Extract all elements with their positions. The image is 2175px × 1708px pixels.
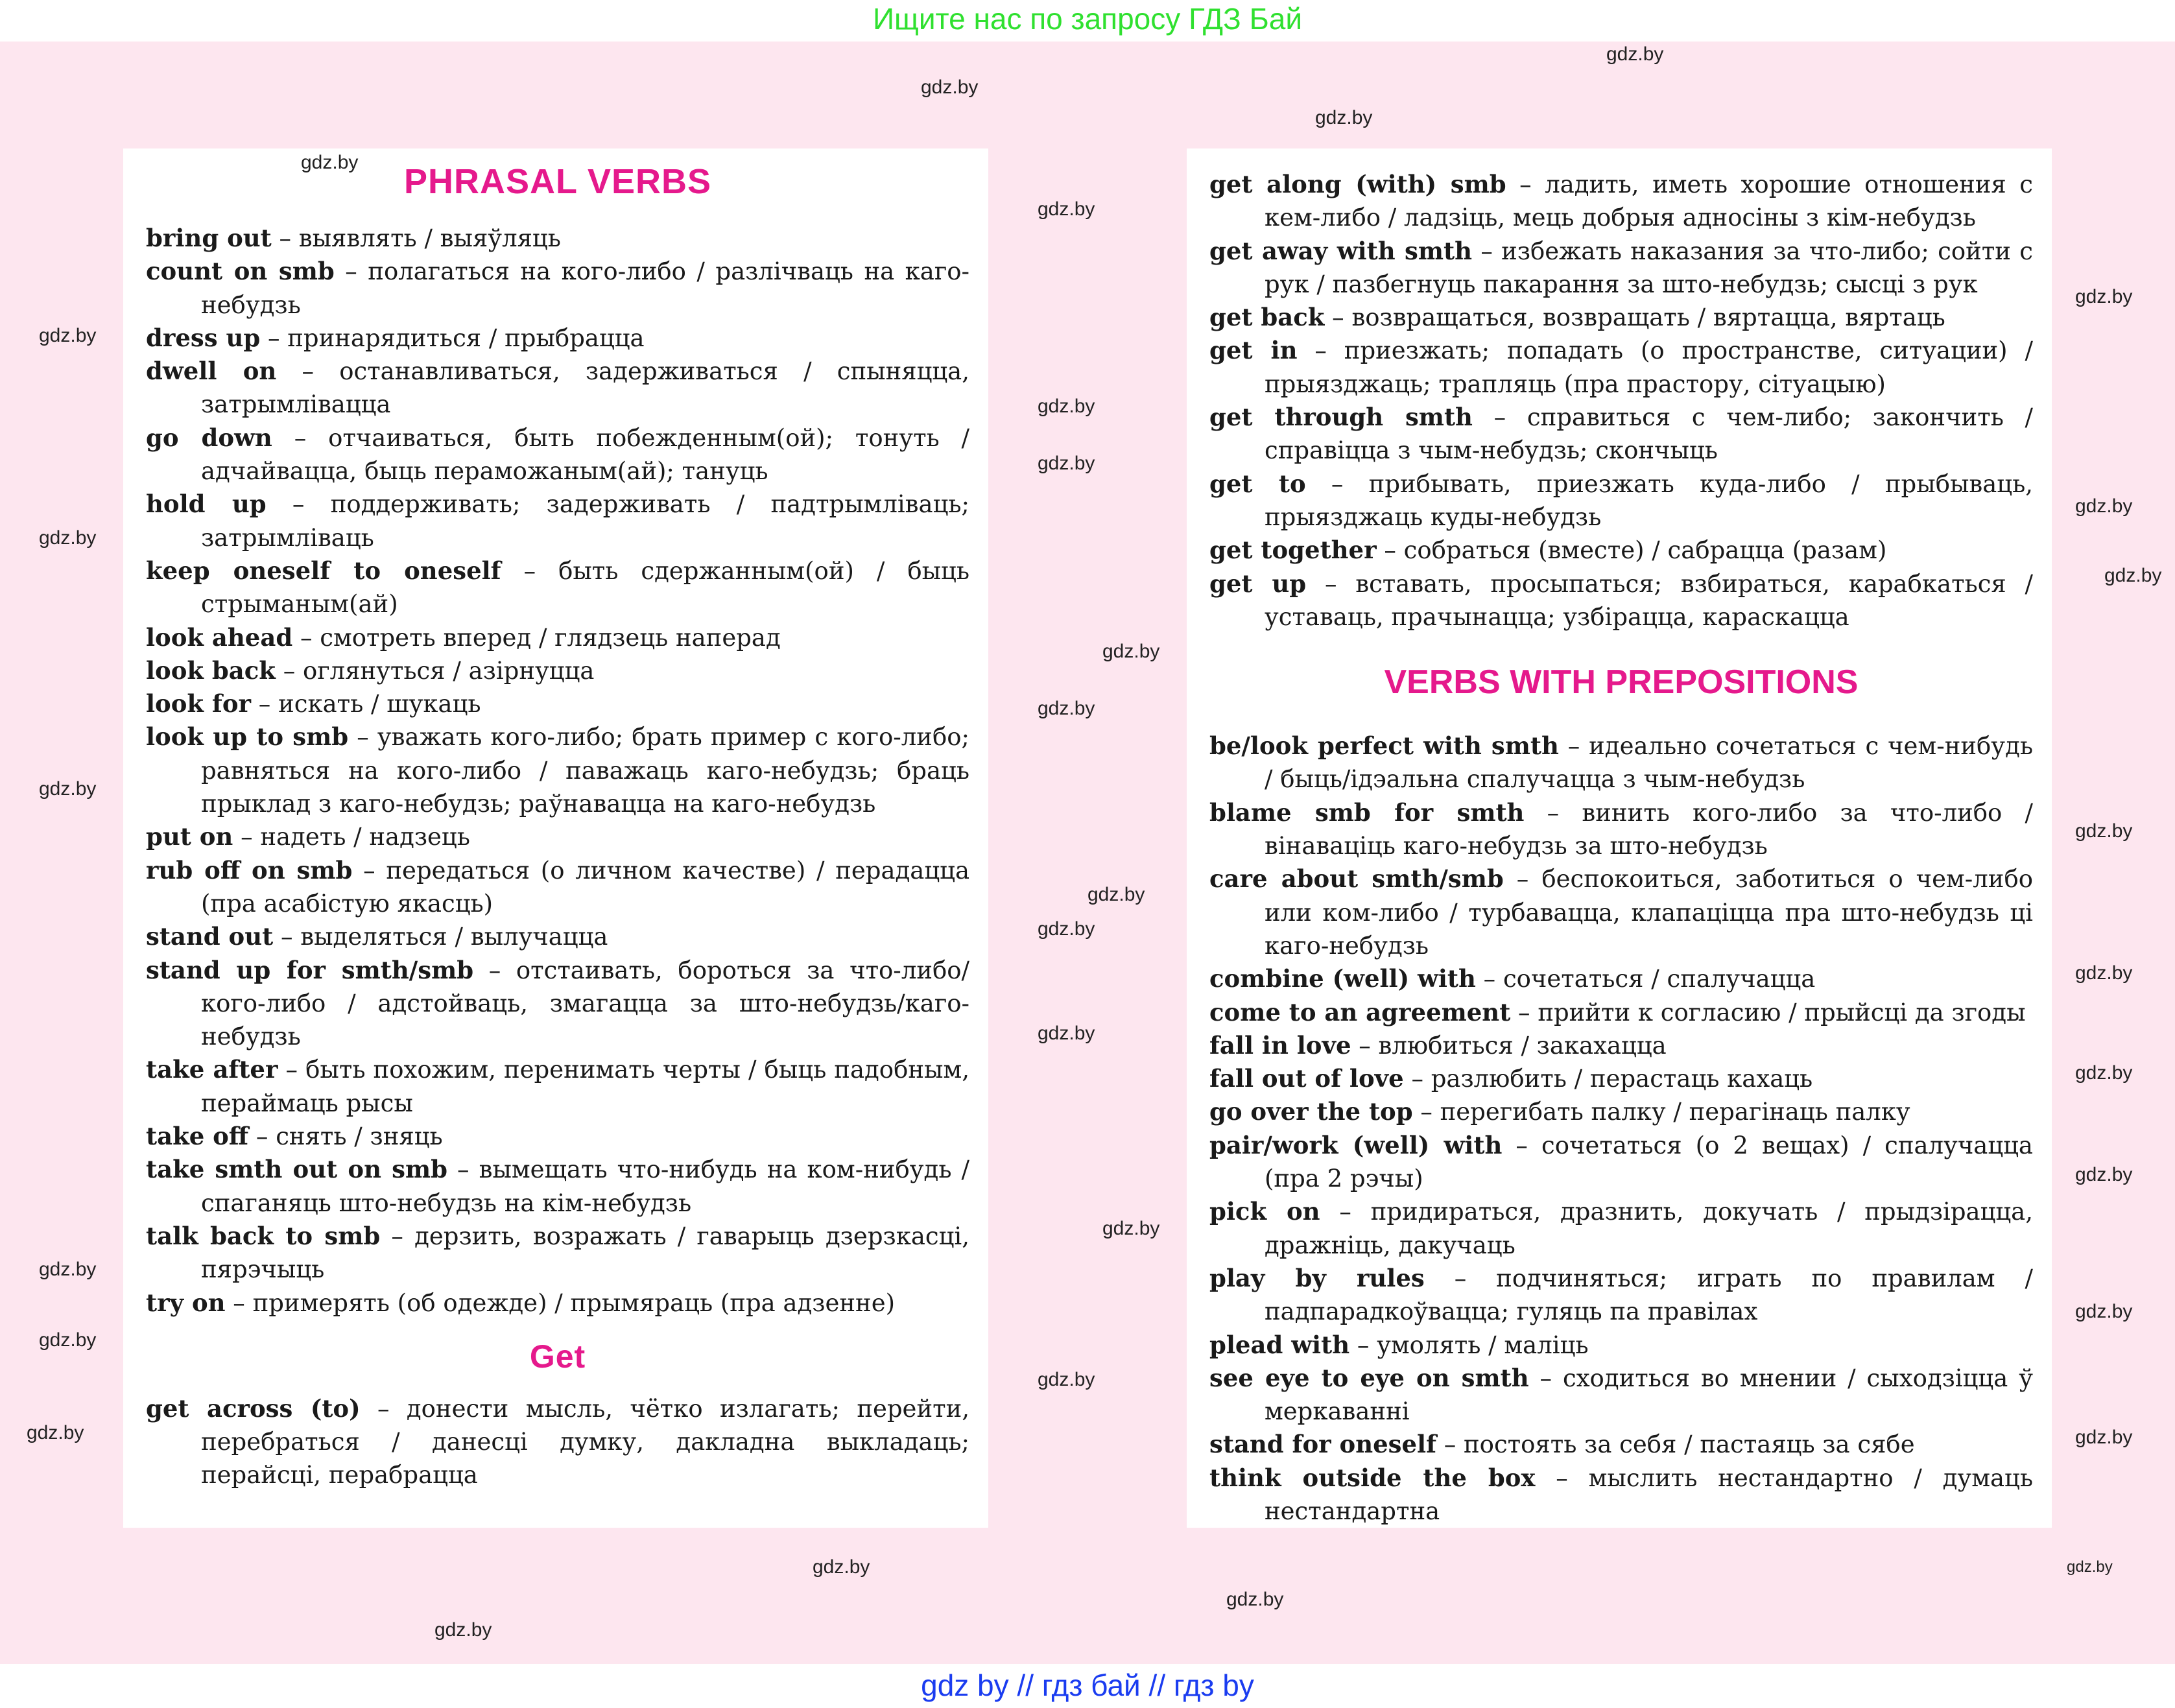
watermark: gdz.by [2075, 1062, 2133, 1084]
vocabulary-entry [1209, 1062, 2033, 1095]
entry-definition: винить кого-либо за что-либо / вінаваціць каго-небудзь за што-небудзь [1265, 798, 2034, 860]
entry-definition: постоять за себя / пастаяць за сябе [1464, 1430, 1915, 1459]
entry-definition: вымещать что-нибудь на ком-нибудь / спаганяць што-небудзь на кім-небудзь [201, 1156, 969, 1217]
entry-dash: – [360, 1394, 407, 1423]
bottom-banner [0, 1664, 2175, 1708]
entry-term: dress up [146, 323, 261, 352]
vocabulary-entry [146, 255, 969, 322]
entry-term: pair/work (well) with [1209, 1130, 1503, 1159]
entry-dash: – [1502, 1131, 1541, 1159]
top-banner [0, 0, 2175, 42]
entry-definition: надеть / надзець [260, 823, 470, 851]
watermark: gdz.by [1606, 43, 1664, 65]
vocabulary-entry [1209, 534, 2033, 567]
vocabulary-entry [1209, 729, 2033, 796]
entry-term: play by rules [1209, 1263, 1425, 1292]
entry-term: care about smth/smb [1209, 864, 1504, 894]
watermark: gdz.by [1102, 1218, 1160, 1239]
entry-term: plead with [1209, 1330, 1350, 1359]
vocabulary-entry [146, 920, 969, 953]
entry-dash: – [1524, 798, 1582, 827]
entry-dash: – [1475, 965, 1503, 993]
entry-definition: влюбиться / закахацца [1378, 1031, 1667, 1060]
entry-term: come to an agreement [1209, 997, 1511, 1026]
entry-definition: справиться с чем-либо; закончить / справіцца з чым-небудзь; скончыць [1265, 403, 2033, 465]
vocabulary-entry [146, 322, 969, 355]
entry-term: keep oneself to oneself [146, 556, 501, 585]
entry-term: get up [1209, 569, 1307, 598]
entry-dash: – [1351, 1031, 1379, 1060]
entry-term: take smth out on smb [146, 1155, 447, 1184]
watermark: gdz.by [27, 1422, 84, 1443]
entry-definition: отстаивать, бороться за что-либо/кого-либо / адстойваць, змагацца за што-небудзь/каго-небудзь [201, 956, 969, 1051]
entry-definition: сочетаться / спалучацца [1503, 965, 1816, 993]
entry-definition: принарядиться / прыбрацца [287, 324, 645, 352]
watermark: gdz.by [1038, 198, 1095, 220]
vocabulary-entry [146, 1220, 969, 1287]
vocabulary-entry [1209, 235, 2033, 302]
vocabulary-entry [1209, 1029, 2033, 1062]
watermark: gdz.by [1038, 698, 1095, 719]
entry-definition: вставать, просыпаться; взбираться, карабкаться / уставаць, прачынацца; узбірацца, караскацца [1265, 569, 2033, 631]
entry-term: get away with smth [1209, 236, 1473, 265]
entry-definition: прийти к согласию / прыйсці да згоды [1538, 998, 2026, 1026]
entry-dash: – [501, 556, 559, 585]
entry-definition: разлюбить / перастаць кахаць [1431, 1065, 1813, 1093]
get-verbs-list-continued [1209, 168, 2033, 634]
bottom-banner-text[interactable]: gdz by // гдз бай // гдз by [921, 1668, 1254, 1702]
left-page [123, 148, 988, 1528]
entry-dash: – [1528, 1364, 1563, 1392]
entry-term: count on smb [146, 257, 335, 286]
vocabulary-entry [146, 954, 969, 1054]
watermark: gdz.by [301, 152, 359, 173]
top-banner-text: Ищите нас по запросу ГДЗ Бай [872, 2, 1303, 36]
entry-term: think outside the box [1209, 1463, 1536, 1492]
entry-dash: – [1297, 337, 1344, 365]
entry-definition: придираться, дразнить, докучать / прыдзірацца, дражніць, дакучаць [1265, 1198, 2033, 1259]
vocabulary-entry [1209, 1462, 2033, 1528]
entry-term: get together [1209, 536, 1377, 565]
vocabulary-entry [146, 720, 969, 820]
watermark: gdz.by [813, 1556, 870, 1578]
entry-definition: приезжать; попадать (о пространстве, ситуации) / прыязджаць; трапляць (пра прастору, сітуацыю) [1265, 337, 2033, 398]
entry-term: hold up [146, 490, 267, 519]
entry-definition: беспокоиться, заботиться о чем-либо или ком-либо / турбавацца, клапаціцца пра што-небудзь ці каго-небудзь [1265, 865, 2033, 960]
entry-term: get to [1209, 469, 1306, 498]
entry-term: get back [1209, 303, 1325, 332]
entry-definition: выделяться / вылучацца [300, 923, 608, 951]
entry-definition: полагаться на кого-либо / разлічваць на каго-небудзь [201, 257, 970, 319]
entry-dash: – [1472, 403, 1527, 432]
entry-definition: быть похожим, перенимать черты / быць падобным, пераймаць рысы [201, 1056, 969, 1117]
entry-dash: – [352, 856, 386, 884]
entry-definition: избежать наказания за что-либо; сойти с рук / пазбегнуць пакарання за што-небудзь; сысці з рук [1265, 237, 2033, 298]
watermark: gdz.by [1038, 1023, 1095, 1044]
entry-definition: быть сдержанным(ой) / быць стрыманым(ай) [201, 556, 969, 619]
vocabulary-entry [146, 820, 969, 853]
entry-term: go over the top [1209, 1097, 1413, 1126]
entry-definition: оглянуться / азірнуцца [302, 656, 595, 685]
entry-dash: – [1472, 237, 1502, 265]
vocabulary-entry [1209, 796, 2033, 863]
entry-dash: – [334, 257, 368, 286]
entry-term: stand up for smth/smb [146, 955, 474, 984]
entry-dash: – [248, 1122, 276, 1151]
entry-dash: – [1403, 1065, 1431, 1093]
entry-dash: – [447, 1156, 479, 1184]
entry-dash: – [276, 357, 340, 386]
get-verbs-list [146, 1392, 969, 1492]
entry-definition: передаться (о личном качестве) / перадацца (пра асабістую якасць) [201, 856, 970, 918]
entry-term: fall in love [1209, 1030, 1351, 1060]
watermark: gdz.by [2075, 286, 2133, 307]
right-page [1187, 148, 2052, 1528]
entry-dash: – [1305, 469, 1369, 498]
entry-term: try on [146, 1288, 226, 1317]
entry-term: take after [146, 1055, 278, 1084]
entry-dash: – [1506, 171, 1545, 198]
vocabulary-entry [1209, 1329, 2033, 1362]
entry-dash: – [1349, 1331, 1377, 1359]
entry-dash: – [251, 690, 279, 718]
entry-dash: – [1535, 1464, 1589, 1492]
entry-definition: умолять / маліць [1377, 1331, 1589, 1359]
phrasal-verbs-list [146, 222, 969, 1320]
watermark: gdz.by [2075, 495, 2133, 517]
vocabulary-entry [146, 1287, 969, 1320]
entry-dash: – [1424, 1264, 1497, 1292]
vocabulary-entry [1209, 401, 2033, 468]
vocabulary-entry [146, 355, 969, 421]
entry-term: look back [146, 656, 276, 685]
phrasal-verbs-title: PHRASAL VERBS [403, 162, 712, 201]
entry-term: go down [146, 423, 272, 452]
verbs-with-prepositions-title: VERBS WITH PREPOSITIONS [1384, 663, 1859, 702]
entry-dash: – [1306, 569, 1356, 598]
entry-definition: искать / шукаць [278, 690, 481, 718]
entry-term: talk back to smb [146, 1221, 381, 1250]
vocabulary-entry [146, 654, 969, 687]
watermark: gdz.by [2067, 1558, 2113, 1576]
vocabulary-entry [146, 687, 969, 720]
vocabulary-entry [1209, 996, 2033, 1029]
entry-term: pick on [1209, 1197, 1320, 1226]
entry-definition: возвращаться, возвращать / вяртацца, вяртаць [1351, 303, 1945, 332]
watermark: gdz.by [39, 778, 97, 800]
watermark: gdz.by [39, 1259, 97, 1280]
entry-dash: – [225, 1288, 253, 1317]
entry-definition: перегибать палку / перагінаць палку [1440, 1098, 1910, 1126]
watermark: gdz.by [434, 1619, 492, 1641]
entry-term: look for [146, 689, 252, 718]
entry-term: combine (well) with [1209, 964, 1476, 993]
vocabulary-entry [146, 1392, 969, 1492]
watermark: gdz.by [1038, 396, 1095, 417]
watermark: gdz.by [39, 325, 97, 346]
entry-definition: примерять (об одежде) / прымяраць (пра адзенне) [252, 1288, 896, 1317]
entry-dash: – [266, 490, 331, 519]
entry-dash: – [473, 956, 516, 984]
entry-definition: поддерживать; задерживать / падтрымліваць; затрымліваць [201, 490, 969, 552]
entry-dash: – [1558, 732, 1589, 761]
watermark: gdz.by [921, 77, 979, 98]
entry-definition: сочетаться (о 2 вещах) / спалучацца (пра 2 рэчы) [1265, 1131, 2033, 1193]
entry-dash: – [1320, 1198, 1371, 1226]
watermark: gdz.by [39, 527, 97, 549]
entry-term: dwell on [146, 357, 277, 386]
entry-term: put on [146, 822, 233, 851]
vocabulary-entry [1209, 1195, 2033, 1262]
entry-term: see eye to eye on smth [1209, 1363, 1529, 1392]
vocabulary-entry [1209, 962, 2033, 995]
entry-dash: – [273, 923, 301, 951]
entry-definition: сходиться во мнении / сыходзіцца ў меркаванні [1265, 1364, 2033, 1426]
entry-term: take off [146, 1122, 249, 1151]
vocabulary-entry [146, 488, 969, 554]
entry-dash: – [1376, 536, 1404, 565]
vocabulary-entry [1209, 1362, 2033, 1429]
vocabulary-entry [1209, 1262, 2033, 1329]
vocabulary-entry [146, 854, 969, 921]
entry-term: get along (with) smb [1209, 170, 1506, 198]
entry-definition: донести мысль, чётко излагать; перейти, перебраться / данесці думку, дакладна выкладаць; перайсці, перабрацца [201, 1394, 970, 1489]
entry-dash: – [1510, 998, 1538, 1026]
vocabulary-entry [146, 222, 969, 255]
vocabulary-entry [1209, 1129, 2033, 1196]
entry-dash: – [275, 656, 303, 685]
entry-dash: – [260, 324, 288, 352]
get-title: Get [529, 1338, 586, 1375]
vocabulary-entry [1209, 468, 2033, 534]
entry-definition: выявлять / выяўляць [298, 224, 561, 252]
entry-term: be/look perfect with smth [1209, 731, 1559, 761]
vocabulary-entry [1209, 1095, 2033, 1128]
entry-dash: – [1503, 865, 1542, 894]
vocabulary-entry [146, 621, 969, 654]
entry-term: fall out of love [1209, 1064, 1404, 1093]
watermark: gdz.by [1102, 641, 1160, 662]
watermark: gdz.by [2075, 1427, 2133, 1448]
vocabulary-entry [1209, 567, 2033, 634]
watermark: gdz.by [1088, 884, 1145, 905]
entry-definition: идеально сочетаться с чем-нибудь / быць/ідэальна спалучацца з чым-небудзь [1265, 732, 2033, 794]
watermark: gdz.by [2075, 1164, 2133, 1185]
entry-definition: подчиняться; играть по правилам / падпарадкоўвацца; гуляць па правілах [1265, 1264, 2033, 1326]
verbs-with-prepositions-list [1209, 729, 2033, 1528]
watermark: gdz.by [39, 1329, 97, 1351]
vocabulary-entry [1209, 334, 2033, 401]
entry-definition: снять / зняць [276, 1122, 443, 1151]
entry-dash: – [1324, 303, 1352, 332]
vocabulary-entry [146, 1153, 969, 1220]
watermark: gdz.by [1038, 1369, 1095, 1390]
watermark: gdz.by [2075, 962, 2133, 984]
entry-dash: – [1412, 1098, 1440, 1126]
entry-term: blame smb for smth [1209, 798, 1525, 827]
entry-dash: – [348, 723, 377, 752]
entry-dash: – [1436, 1430, 1464, 1459]
watermark: gdz.by [1038, 453, 1095, 474]
entry-term: bring out [146, 224, 272, 252]
entry-dash: – [271, 224, 299, 252]
entry-term: get in [1209, 336, 1298, 365]
vocabulary-entry [146, 421, 969, 488]
entry-term: stand for oneself [1209, 1430, 1436, 1459]
entry-dash: – [233, 823, 261, 851]
entry-definition: уважать кого-либо; брать пример с кого-либо; равняться на кого-либо / паважаць каго-небудзь; браць прыклад з каго-небудзь; раўнавацца на каго-небудзь [201, 723, 969, 818]
entry-definition: прибывать, приезжать куда-либо / прыбываць, прыязджаць куды-небудзь [1265, 469, 2034, 531]
vocabulary-entry [146, 1053, 969, 1120]
vocabulary-entry [1209, 1428, 2033, 1461]
entry-term: look ahead [146, 623, 293, 652]
entry-definition: собраться (вместе) / сабрацца (разам) [1403, 536, 1887, 565]
entry-dash: – [278, 1056, 306, 1084]
vocabulary-entry [1209, 862, 2033, 962]
watermark: gdz.by [2075, 1301, 2133, 1322]
watermark: gdz.by [2075, 820, 2133, 842]
entry-definition: ладить, иметь хорошие отношения с кем-либо / ладзіць, мець добрыя адносіны з кім-небудзь [1265, 171, 2033, 232]
entry-dash: – [380, 1222, 415, 1250]
watermark: gdz.by [1315, 107, 1373, 128]
entry-definition: дерзить, возражать / гаварыць дзерзкасці, пярэчыць [201, 1222, 969, 1284]
entry-definition: мыслить нестандартно / думаць нестандартна [1265, 1464, 2033, 1525]
watermark: gdz.by [1226, 1589, 1284, 1610]
entry-term: get across (to) [146, 1394, 361, 1423]
vocabulary-entry [146, 1120, 969, 1153]
vocabulary-entry [146, 554, 969, 621]
vocabulary-entry [1209, 301, 2033, 334]
entry-dash: – [292, 623, 320, 652]
entry-dash: – [272, 423, 329, 452]
entry-term: look up to smb [146, 722, 349, 752]
vocabulary-entry [1209, 168, 2033, 235]
watermark: gdz.by [2104, 565, 2162, 586]
entry-definition: останавливаться, задерживаться / спыняцца, затрымлівацца [201, 357, 969, 419]
entry-term: stand out [146, 922, 274, 951]
watermark: gdz.by [1038, 918, 1095, 940]
entry-definition: отчаиваться, быть побежденным(ой); тонуть / адчайвацца, быць пераможаным(ай); тануць [201, 423, 970, 486]
entry-term: rub off on smb [146, 855, 353, 884]
entry-term: get through smth [1209, 403, 1473, 432]
entry-definition: смотреть вперед / глядзець наперад [320, 623, 781, 652]
